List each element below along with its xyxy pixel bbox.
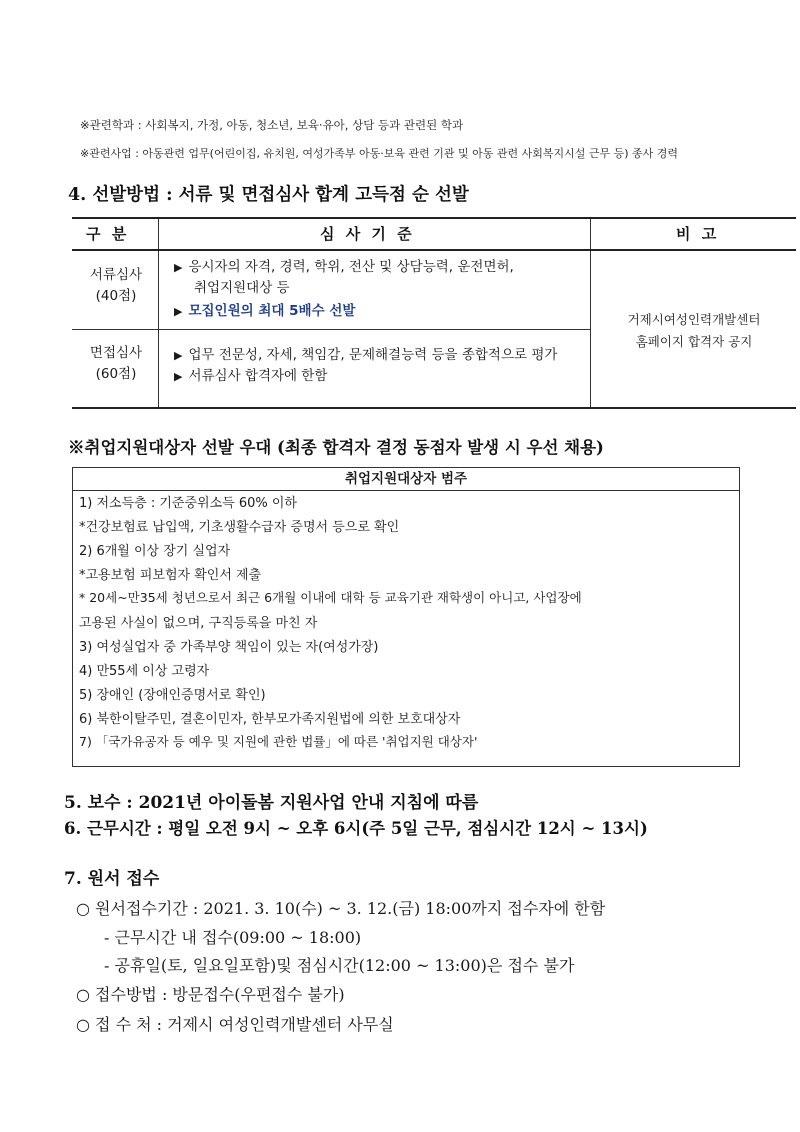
row-interview-category (78, 343, 154, 385)
section-7-title: 7. 원서 접수 (64, 869, 160, 889)
support-box-header: 취업지원대상자 범주 (73, 468, 739, 491)
section-5-title: 5. 보수 : 2021년 아이돌봄 지원사업 안내 지침에 따름 (64, 793, 479, 813)
triangle-bullet-icon: ▶ (174, 370, 183, 383)
application-period: ○ 원서접수기간 : 2021. 3. 10(수) ~ 3. 12.(금) 18:00까지 접수자에 한함 (76, 899, 606, 918)
header-category: 구 분 (86, 225, 130, 243)
interview-criteria-line: 업무 전문성, 자세, 책임감, 문제해결능력 등을 종합적으로 평가 (188, 347, 558, 363)
document-review-label: 서류심사 (89, 267, 143, 283)
interview-review-points: (60점) (95, 366, 137, 382)
remark-line: 홈페이지 합격자 공지 (635, 334, 753, 349)
header-criteria: 심 사 기 준 (320, 225, 415, 243)
support-line: 1) 저소득층 : 기준중위소득 60% 이하 (79, 496, 297, 511)
document-criteria-highlight: 모집인원의 최대 5배수 선발 (188, 303, 356, 319)
support-categories-box (72, 467, 740, 767)
header-remark: 비 고 (676, 225, 720, 243)
note-related-majors: ※관련학과 : 사회복지, 가정, 아동, 청소년, 보육·유아, 상담 등과 관련된 학과 (80, 118, 464, 132)
application-place: ○ 접 수 처 : 거제시 여성인력개발센터 사무실 (76, 1015, 394, 1034)
support-line: * 20세~만35세 청년으로서 최근 6개월 이내에 대학 등 교육기관 재학생이 아니고, 사업장에 (79, 590, 582, 605)
support-line: *건강보험료 납입액, 기초생활수급자 증명서 등으로 확인 (79, 520, 400, 535)
remark-cell (594, 309, 794, 353)
support-line: *고용보험 피보험자 확인서 제출 (79, 568, 262, 583)
support-title: ※취업지원대상자 선발 우대 (최종 합격자 결정 동점자 발생 시 우선 채용) (68, 438, 604, 457)
triangle-bullet-icon: ▶ (174, 305, 183, 318)
application-hours-note: - 근무시간 내 접수(09:00 ~ 18:00) (104, 928, 362, 947)
support-line: 고용된 사실이 없으며, 구직등록을 마친 자 (79, 616, 318, 631)
application-holiday-note: - 공휴일(토, 일요일포함)및 점심시간(12:00 ~ 13:00)은 접수 불가 (104, 956, 575, 975)
document-criteria-line: 응시자의 자격, 경력, 학위, 전산 및 상담능력, 운전면허, (188, 259, 514, 275)
application-method: ○ 접수방법 : 방문접수(우편접수 불가) (76, 985, 345, 1004)
note-related-work: ※관련사업 : 아동관련 업무(어린이집, 유치원, 여성가족부 아동·보육 관련 기관 및 아동 관련 사회복지시설 근무 등) 종사 경력 (80, 147, 678, 160)
support-line: 4) 만55세 이상 고령자 (79, 664, 210, 679)
selection-method-table (72, 217, 796, 409)
interview-criteria-line: 서류심사 합격자에 한함 (188, 368, 328, 384)
document-review-points: (40점) (95, 288, 137, 304)
triangle-bullet-icon: ▶ (174, 261, 183, 274)
support-line: 6) 북한이탈주민, 결혼이민자, 한부모가족지원법에 의한 보호대상자 (79, 712, 461, 727)
section-4-title: 4. 선발방법 : 서류 및 면접심사 합계 고득점 순 선발 (68, 185, 469, 205)
row-document-category (78, 265, 154, 307)
remark-line: 거제시여성인력개발센터 (627, 312, 761, 327)
triangle-bullet-icon: ▶ (174, 349, 183, 362)
row-interview-criteria (174, 345, 557, 387)
row-document-criteria (174, 257, 514, 322)
support-line: 7) 「국가유공자 등 예우 및 지원에 관한 법률」에 따른 '취업지원 대상자' (79, 734, 478, 749)
support-line: 2) 6개월 이상 장기 실업자 (79, 544, 231, 559)
section-6-title: 6. 근무시간 : 평일 오전 9시 ~ 오후 6시(주 5일 근무, 점심시간 12시 ~ 13시) (64, 819, 648, 838)
document-criteria-line: 취업지원대상 등 (194, 280, 290, 296)
support-line: 5) 장애인 (장애인증명서로 확인) (79, 688, 266, 703)
interview-review-label: 면접심사 (89, 345, 143, 361)
support-line: 3) 여성실업자 중 가족부양 책임이 있는 자(여성가장) (79, 640, 379, 655)
